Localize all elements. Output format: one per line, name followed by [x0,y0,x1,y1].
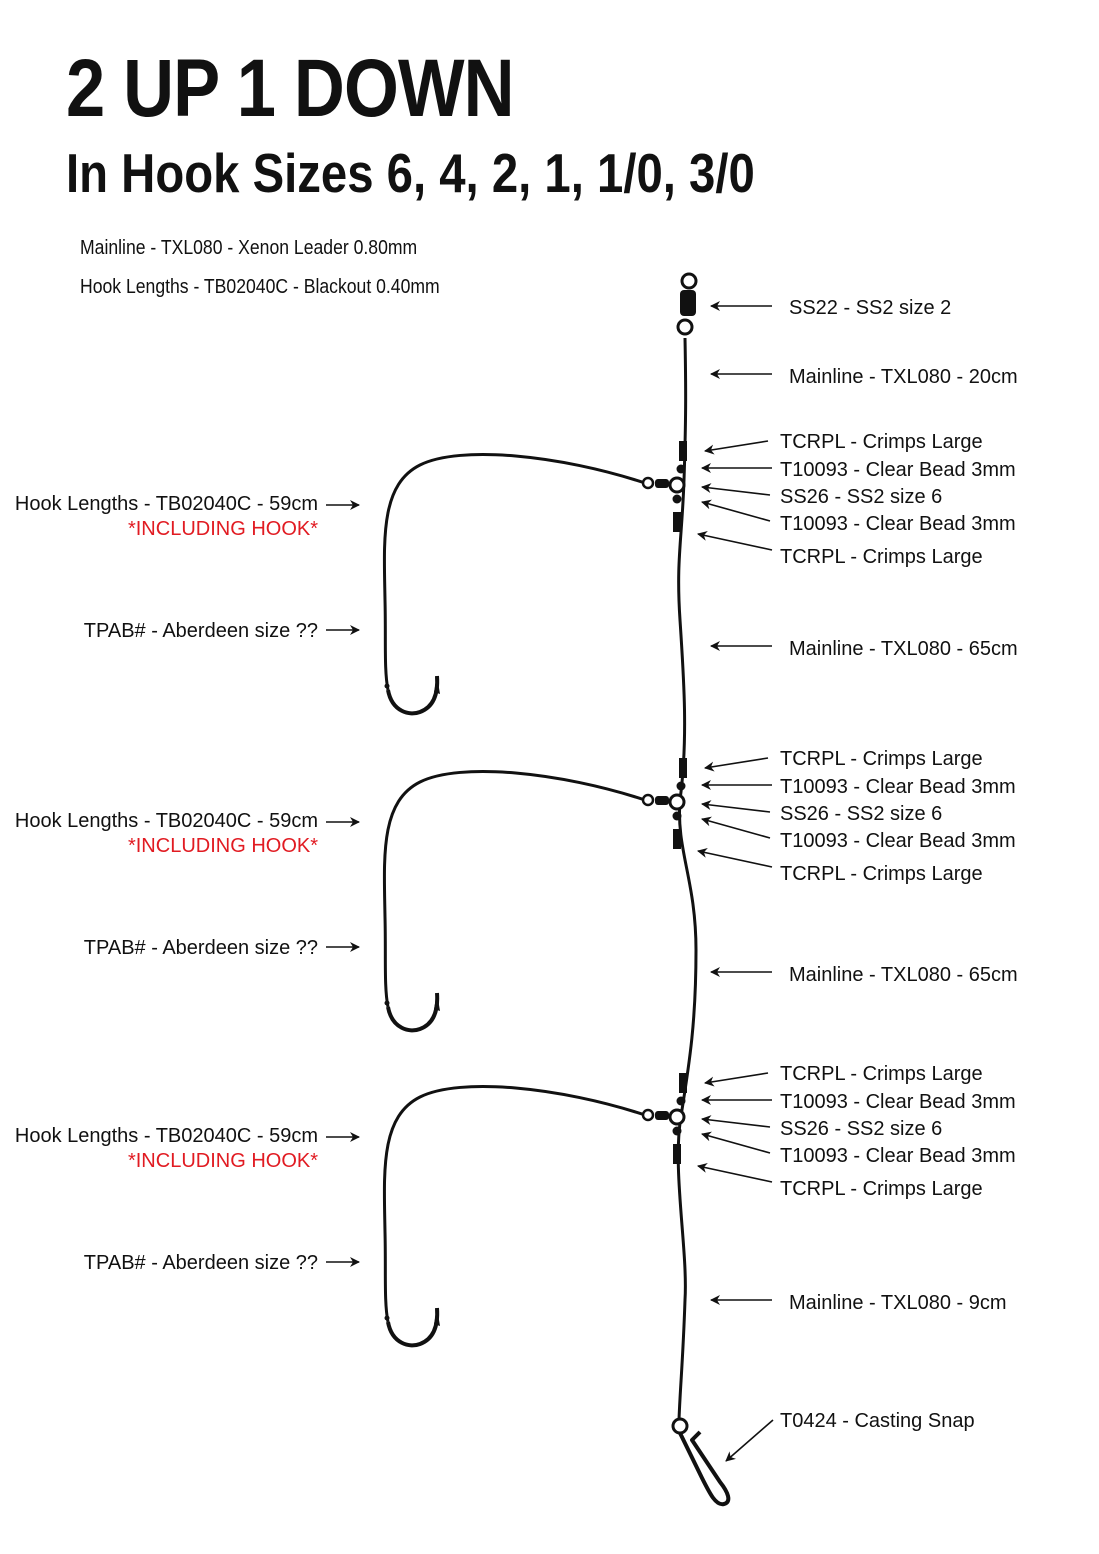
label-hook-1: TPAB# - Aberdeen size ?? [83,620,318,642]
label-bead-top-1: T10093 - Clear Bead 3mm [780,459,1016,481]
label-crimp-bottom-1: TCRPL - Crimps Large [780,546,983,568]
bead-icon [673,1127,682,1136]
page-subtitle: In Hook Sizes 6, 4, 2, 1, 1/0, 3/0 [66,142,755,204]
junction-2 [384,758,687,1030]
swivel-body-icon [655,796,669,805]
hook-length-line [384,772,645,1007]
label-hook-length-2: Hook Lengths - TB02040C - 59cm [14,810,318,832]
label-bead-bottom-2: T10093 - Clear Bead 3mm [780,830,1016,852]
bead-icon [673,812,682,821]
label-including-hook-2: *INCLUDING HOOK* [127,835,318,857]
label-swivel-2: SS26 - SS2 size 6 [780,803,943,825]
page-title: 2 UP 1 DOWN [66,43,514,134]
label-hook-2: TPAB# - Aberdeen size ?? [83,937,318,959]
crimp-icon [679,441,687,461]
crimp-icon [673,512,681,532]
bead-icon [673,495,682,504]
label-swivel-1: SS26 - SS2 size 6 [780,486,943,508]
label-crimp-top-1: TCRPL - Crimps Large [780,431,983,453]
label-mainline-2 [711,964,1018,986]
swivel-ss26-icon [670,478,684,492]
junction-2-labels [15,748,1016,959]
crimp-icon [673,1144,681,1164]
casting-snap-icon [673,1419,728,1504]
label-bead-bottom-3: T10093 - Clear Bead 3mm [780,1145,1016,1167]
swivel-body-icon [655,479,669,488]
label-including-hook-3: *INCLUDING HOOK* [127,1150,318,1172]
label-crimp-bottom-2: TCRPL - Crimps Large [780,863,983,885]
label-hook-length-1: Hook Lengths - TB02040C - 59cm [14,493,318,515]
bead-icon [677,1097,686,1106]
hook-length-line [384,455,645,690]
label-swivel-ss22 [711,297,951,319]
hook-icon [388,1308,437,1345]
label-hook-3: TPAB# - Aberdeen size ?? [83,1252,318,1274]
label-casting-snap [726,1410,975,1461]
label-bead-top-3: T10093 - Clear Bead 3mm [780,1091,1016,1113]
crimp-icon [673,829,681,849]
label-mainline-top [711,366,1018,388]
junction-1 [384,441,687,713]
label-swivel-ss22-text: SS22 - SS2 size 2 [789,297,952,319]
swivel-ss26-icon [670,1110,684,1124]
label-hook-length-3: Hook Lengths - TB02040C - 59cm [14,1125,318,1147]
junction-3-labels [15,1063,1016,1274]
swivel-ss26-icon [670,795,684,809]
label-bead-top-2: T10093 - Clear Bead 3mm [780,776,1016,798]
label-bead-bottom-1: T10093 - Clear Bead 3mm [780,513,1016,535]
bead-icon [677,782,686,791]
label-crimp-top-2: TCRPL - Crimps Large [780,748,983,770]
label-crimp-bottom-3: TCRPL - Crimps Large [780,1178,983,1200]
hook-icon [388,993,437,1030]
label-swivel-3: SS26 - SS2 size 6 [780,1118,943,1140]
bead-icon [677,465,686,474]
hook-icon [388,676,437,713]
swivel-body-icon [655,1111,669,1120]
label-mainline-2-text: Mainline - TXL080 - 65cm [789,964,1018,986]
label-mainline-1: Mainline - TXL080 - 65cm [789,638,1018,660]
label-crimp-top-3: TCRPL - Crimps Large [780,1063,983,1085]
label-including-hook-1: *INCLUDING HOOK* [127,518,318,540]
label-casting-snap-text: T0424 - Casting Snap [780,1410,975,1432]
swivel-eye-icon [643,1110,653,1120]
label-mainline-3 [711,1292,1007,1314]
swivel-ss22-icon [678,274,696,334]
crimp-icon [679,1073,687,1093]
swivel-eye-icon [643,795,653,805]
junction-3 [384,1073,687,1345]
swivel-eye-icon [643,478,653,488]
label-mainline-3-text: Mainline - TXL080 - 9cm [789,1292,1007,1314]
spec-hook-lengths: Hook Lengths - TB02040C - Blackout 0.40mm [80,276,440,298]
crimp-icon [679,758,687,778]
label-mainline-top-text: Mainline - TXL080 - 20cm [789,366,1018,388]
hook-length-line [384,1087,645,1322]
junction-1-labels [15,431,1018,660]
spec-mainline: Mainline - TXL080 - Xenon Leader 0.80mm [80,237,418,259]
